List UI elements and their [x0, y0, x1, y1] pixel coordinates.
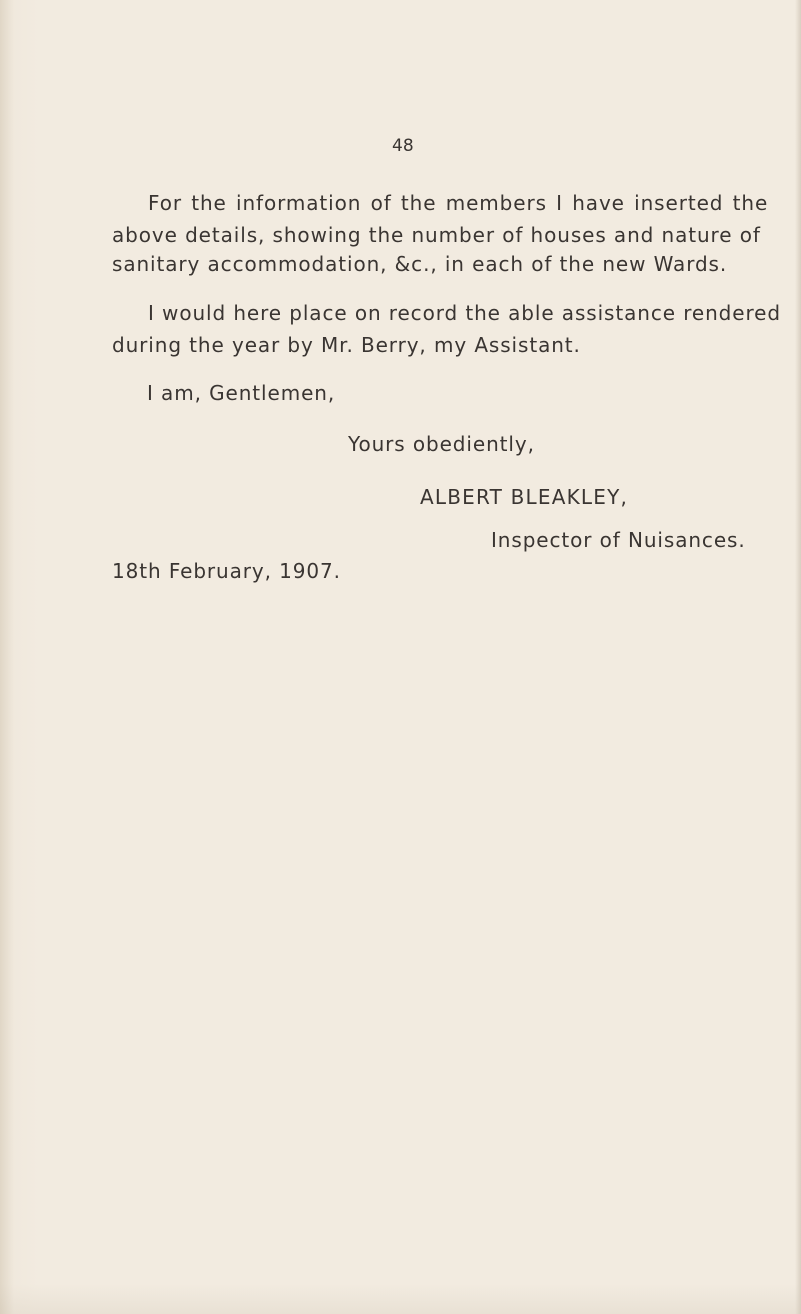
paragraph-line: above details, showing the number of houses and nature of — [112, 223, 761, 247]
closing: Yours obediently, — [348, 432, 535, 456]
paragraph-line: during the year by Mr. Berry, my Assistant. — [112, 333, 581, 357]
paragraph-line: I would here place on record the able assistance rendered — [148, 301, 781, 325]
signature-name: ALBERT BLEAKLEY, — [420, 485, 629, 509]
letter-date: 18th February, 1907. — [112, 559, 341, 583]
paragraph-line: sanitary accommodation, &c., in each of the new Wards. — [112, 252, 728, 276]
salutation: I am, Gentlemen, — [147, 381, 336, 405]
paragraph-line: For the information of the members I have inserted the — [148, 191, 769, 215]
signatory-title: Inspector of Nuisances. — [491, 528, 746, 552]
page-edge — [795, 0, 801, 1314]
page-number: 48 — [392, 136, 414, 156]
